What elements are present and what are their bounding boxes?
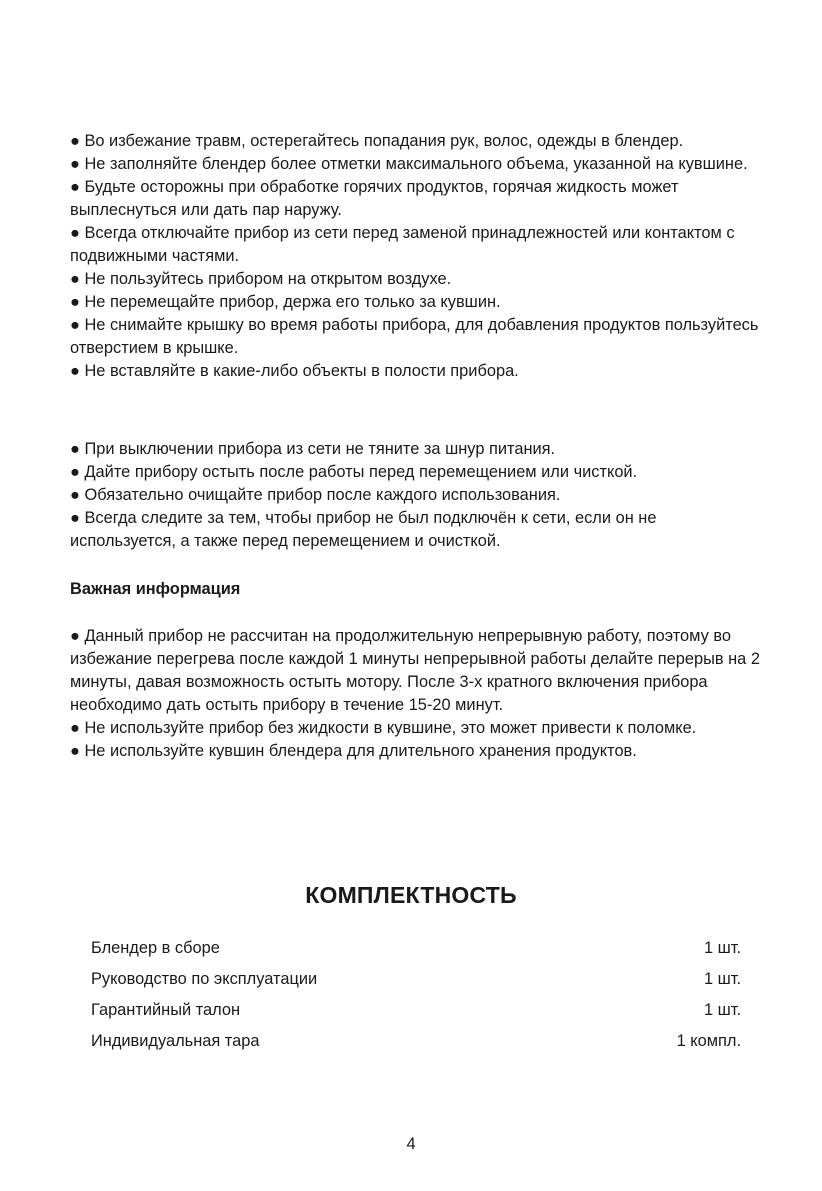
safety-item: ● При выключении прибора из сети не тяните за шнур питания. [70,440,556,458]
safety-instructions-1 [70,130,760,383]
contents-item-name: Руководство по эксплуатации [91,970,318,988]
safety-item: ● Дайте прибору остыть после работы перед перемещением или чисткой. [70,463,638,481]
important-item: ● Не используйте кувшин блендера для длительного хранения продуктов. [70,742,637,760]
contents-item-name: Блендер в сборе [91,939,220,957]
contents-row [91,937,741,968]
page-number: 4 [406,1135,416,1153]
contents-title: КОМПЛЕКТНОСТЬ [305,882,517,908]
contents-item-qty: 1 компл. [676,1032,741,1050]
safety-item: ● Не вставляйте в какие-либо объекты в полости прибора. [70,362,519,380]
contents-item-qty: 1 шт. [703,939,741,957]
safety-item: ● Не перемещайте прибор, держа его только за кувшин. [70,293,501,311]
safety-item: ● Обязательно очищайте прибор после каждого использования. [70,486,561,504]
contents-table [91,937,741,1061]
important-info-list [70,625,760,763]
contents-item-qty: 1 шт. [703,970,741,988]
important-item: ● Не используйте прибор без жидкости в кувшине, это может привести к поломке. [70,719,697,737]
safety-item: ● Всегда следите за тем, чтобы прибор не был подключён к сети, если он не используется, а также перед перемещением и очисткой. [70,509,657,550]
contents-item-name: Индивидуальная тара [91,1032,260,1050]
safety-instructions-2 [70,438,760,553]
contents-item-name: Гарантийный талон [91,1001,241,1019]
safety-item: ● Во избежание травм, остерегайтесь попадания рук, волос, одежды в блендер. [70,132,684,150]
contents-row [91,999,741,1030]
safety-item: ● Всегда отключайте прибор из сети перед заменой принадлежностей или контактом с подвижными частями. [70,224,735,265]
contents-item-qty: 1 шт. [703,1001,741,1019]
contents-row [91,1030,741,1061]
safety-item: ● Не снимайте крышку во время работы прибора, для добавления продуктов пользуйтесь отверстием в крышке. [70,316,759,357]
safety-item: ● Не пользуйтесь прибором на открытом воздухе. [70,270,452,288]
important-info-heading: Важная информация [70,580,241,598]
safety-item: ● Не заполняйте блендер более отметки максимального объема, указанной на кувшине. [70,155,748,173]
safety-item: ● Будьте осторожны при обработке горячих продуктов, горячая жидкость может выплеснуться или дать пар наружу. [70,178,679,219]
important-item: ● Данный прибор не рассчитан на продолжительную непрерывную работу, поэтому во избежание перегрева после каждой 1 минуты непрерывной работы делайте перерыв на 2 минуты, давая возможность остыть мотору. После 3-х кратного включения прибора необходимо дать остыть прибору в течение 15-20 минут. [70,627,760,714]
contents-row [91,968,741,999]
